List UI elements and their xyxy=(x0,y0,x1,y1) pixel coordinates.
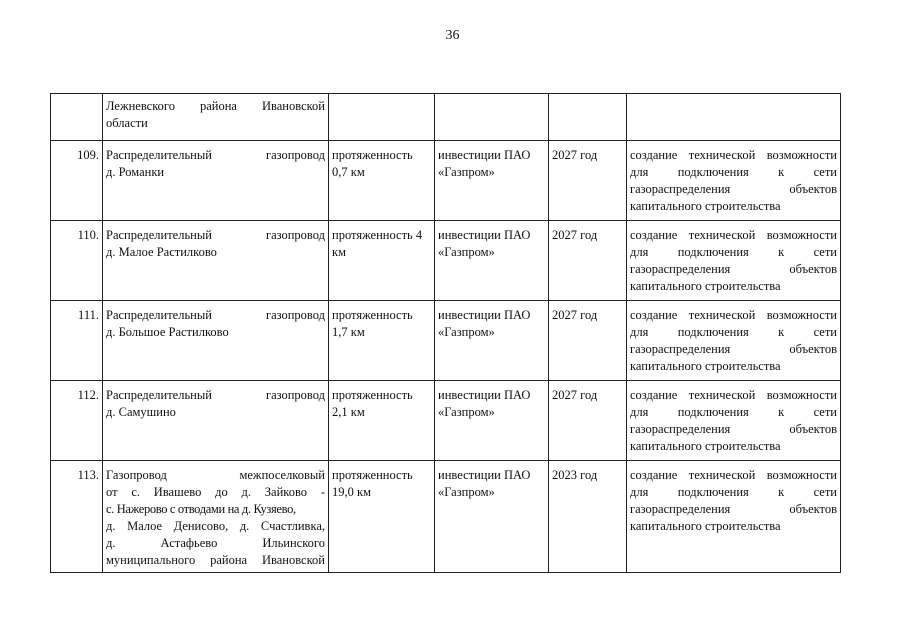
page-number: 36 xyxy=(445,28,460,43)
length-cell xyxy=(329,94,435,141)
object-line: Распределительный газопровод xyxy=(106,148,325,162)
length-cell: протяженность 19,0 км xyxy=(329,461,435,573)
object-cell xyxy=(103,141,329,221)
purpose-cell xyxy=(627,94,841,141)
table-row-113 xyxy=(51,461,841,573)
object-line: д. Романки xyxy=(106,165,165,179)
length-cell: протяженность 1,7 км xyxy=(329,301,435,381)
num-cell xyxy=(51,94,103,141)
table-row-110 xyxy=(51,221,841,301)
projects-table xyxy=(50,93,841,573)
object-cell xyxy=(103,221,329,301)
year-cell: 2027 год xyxy=(549,381,627,461)
row-number: 111. xyxy=(51,301,103,381)
source-cell: инвестиции ПАО «Газпром» xyxy=(435,301,549,381)
object-line: от с. Ивашево до д. Зайково - xyxy=(106,485,325,499)
length-cell: протяженность 2,1 км xyxy=(329,381,435,461)
source-cell: инвестиции ПАО «Газпром» xyxy=(435,381,549,461)
purpose-cell: создание технической возможности для подключения к сети газораспределения объектов капитального строительства xyxy=(627,141,841,221)
year-cell: 2023 год xyxy=(549,461,627,573)
object-line: с. Нажерово с отводами на д. Кузяево, xyxy=(106,502,296,516)
object-line: муниципального района Ивановской xyxy=(106,553,325,567)
year-cell: 2027 год xyxy=(549,221,627,301)
purpose-cell: создание технической возможности для подключения к сети газораспределения объектов капитального строительства xyxy=(627,221,841,301)
object-line: Лежневского района Ивановской xyxy=(106,99,325,113)
row-number: 113. xyxy=(51,461,103,573)
object-cell xyxy=(103,301,329,381)
object-cell xyxy=(103,94,329,141)
object-line: д. Малое Растилково xyxy=(106,245,217,259)
source-cell: инвестиции ПАО «Газпром» xyxy=(435,461,549,573)
purpose-cell: создание технической возможности для подключения к сети газораспределения объектов капитального строительства xyxy=(627,461,841,573)
object-line: Распределительный газопровод xyxy=(106,228,325,242)
object-line: д. Малое Денисово, д. Счастливка, xyxy=(106,519,325,533)
year-cell: 2027 год xyxy=(549,141,627,221)
object-line: д. Большое Растилково xyxy=(106,325,229,339)
length-cell: протяженность 4 км xyxy=(329,221,435,301)
purpose-cell: создание технической возможности для подключения к сети газораспределения объектов капитального строительства xyxy=(627,301,841,381)
source-cell: инвестиции ПАО «Газпром» xyxy=(435,141,549,221)
object-line: д. Астафьево Ильинского xyxy=(106,536,325,550)
source-cell xyxy=(435,94,549,141)
object-line: Газопровод межпоселковый xyxy=(106,468,325,482)
object-cell xyxy=(103,461,329,573)
row-number: 112. xyxy=(51,381,103,461)
year-cell: 2027 год xyxy=(549,301,627,381)
table-row-112 xyxy=(51,381,841,461)
purpose-cell: создание технической возможности для подключения к сети газораспределения объектов капитального строительства xyxy=(627,381,841,461)
table-row-continuation xyxy=(51,94,841,141)
table-row-111 xyxy=(51,301,841,381)
length-cell: протяженность 0,7 км xyxy=(329,141,435,221)
object-cell xyxy=(103,381,329,461)
object-line: Распределительный газопровод xyxy=(106,308,325,322)
row-number: 109. xyxy=(51,141,103,221)
year-cell xyxy=(549,94,627,141)
object-line: Распределительный газопровод xyxy=(106,388,325,402)
object-line: области xyxy=(106,116,148,130)
table-row-109 xyxy=(51,141,841,221)
object-line: д. Самушино xyxy=(106,405,176,419)
row-number: 110. xyxy=(51,221,103,301)
source-cell: инвестиции ПАО «Газпром» xyxy=(435,221,549,301)
